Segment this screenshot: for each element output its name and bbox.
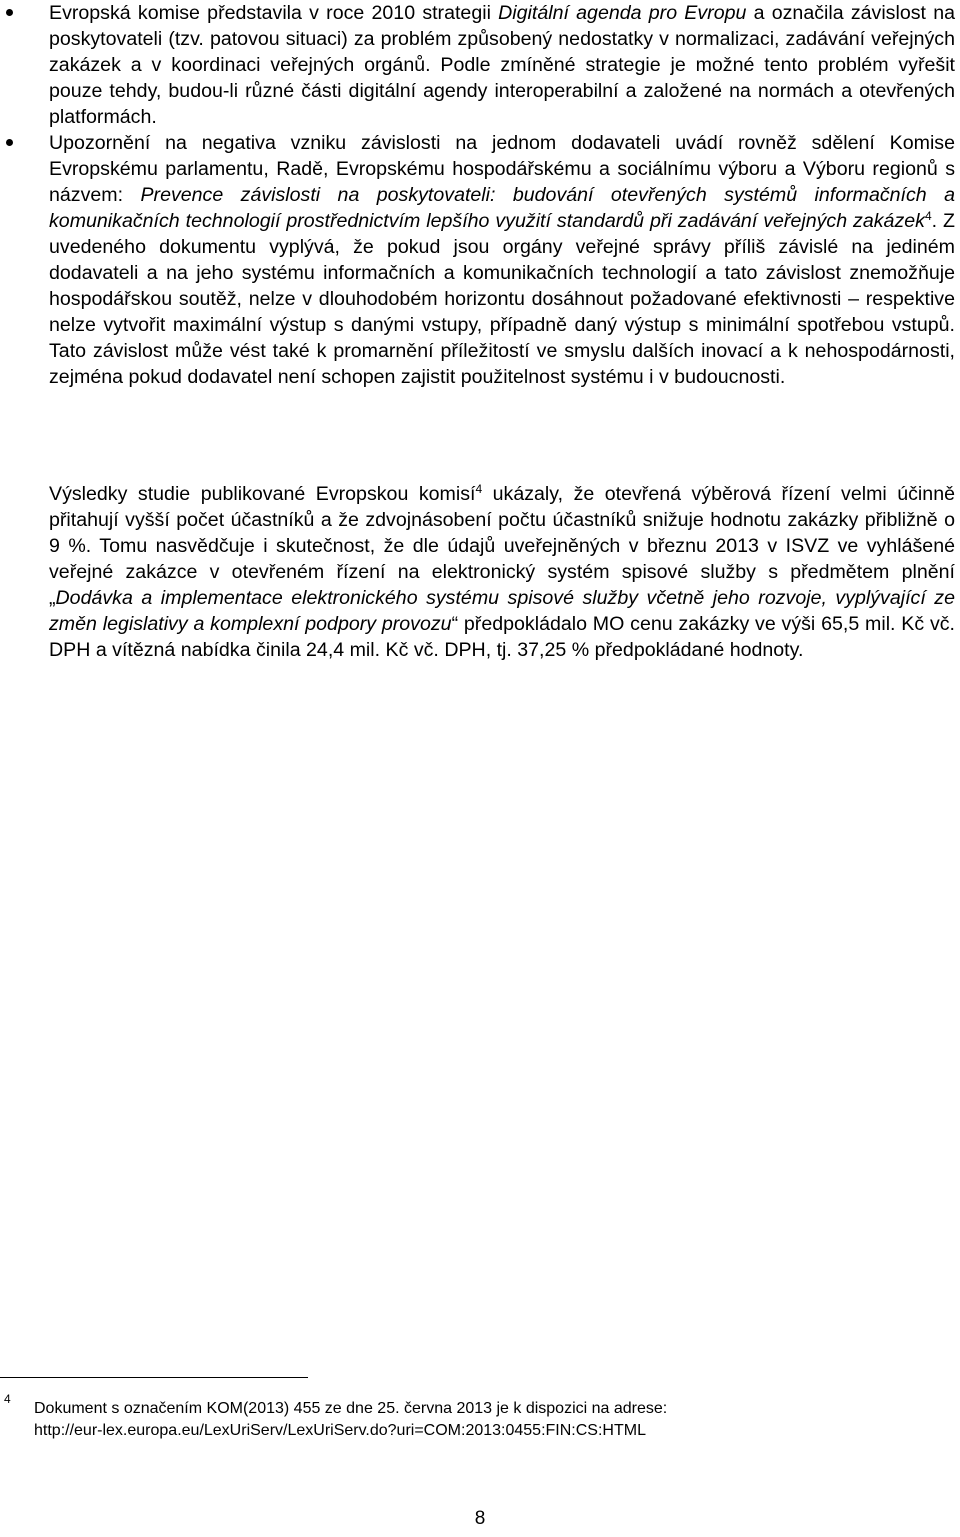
bullet-text: Upozornění na negativa vzniku závislosti na jednom dodavateli uvádí rovněž sdělení Komise Evropskému parlamentu, Radě, Evropskému hospodářskému a sociálnímu výboru a Výboru regionů s názvem: xyxy=(49,132,955,206)
strategy-title: Digitální agenda pro Evropu xyxy=(498,2,747,24)
bullet-item-strategy xyxy=(0,0,960,130)
footnote-text xyxy=(34,1398,934,1442)
contract-subject: Dodávka a implementace elektronického systému spisové služby včetně jeho rozvoje, vyplývající ze změn legislativy a komplexní podpory provozu xyxy=(49,587,955,635)
footnote-ref[interactable]: 4 xyxy=(475,482,483,496)
footnote-separator xyxy=(0,1377,308,1378)
paragraph-text: “ předpokládalo MO cenu zakázky ve výši 65,5 mil. Kč vč. DPH a vítězná nabídka činila 24,4 mil. Kč vč. DPH, tj. 37,25 % předpokládané hodnoty. xyxy=(49,613,955,661)
bullet-icon xyxy=(6,9,13,16)
bullet-icon xyxy=(6,139,13,146)
bullet-item-warning xyxy=(0,130,960,390)
footnote-line: Dokument s označením KOM(2013) 455 ze dne 25. června 2013 je k dispozici na adrese: xyxy=(34,1400,668,1417)
bullet-text: . Z uvedeného dokumentu vyplývá, že pokud jsou orgány veřejné správy příliš závislé na jediném dodavateli a na jeho systému informačních a komunikačních technologií a tato závislost znemožňuje hospodářskou soutěž, nelze v dlouhodobém horizontu dosáhnout požadované efektivnosti – respektive nelze vytvořit maximální výstup s danými vstupy, případně daný výstup s minimální spotřebou vstupů. Tato závislost může vést také k promarnění příležitostí ve smyslu dalších inovací a k nehospodárnosti, zejména pokud dodavatel není schopen zajistit použitelnost systému i v budoucnosti. xyxy=(49,210,955,388)
communication-title: Prevence závislosti na poskytovateli: budování otevřených systémů informačních a komunikačních technologií prostřednictvím lepšího využití standardů při zadávání veřejných zakázek xyxy=(49,184,955,232)
footnote-url-link[interactable]: http://eur-lex.europa.eu/LexUriServ/LexUriServ.do?uri=COM:2013:0455:FIN:CS:HTML xyxy=(34,1422,646,1439)
footnote-ref[interactable]: 4 xyxy=(924,209,932,223)
bullet-list xyxy=(0,0,960,390)
page-number: 8 xyxy=(474,1508,486,1529)
paragraph-text: ukázaly, že otevřená výběrová řízení velmi účinně přitahují vyšší počet účastníků a že zdvojnásobení počtu účastníků snižuje hodnotu zakázky přibližně o 9 %. Tomu nasvědčuje i skutečnost, že dle údajů uveřejněných v březnu 2013 v ISVZ ve vyhlášené veřejné zakázce v otevřeném řízení na elektronický systém spisové služby s předmětem plnění „ xyxy=(49,483,955,609)
body-paragraph xyxy=(49,481,955,663)
paragraph-text: Výsledky studie publikované Evropskou komisí xyxy=(49,483,476,505)
bullet-text: a označila závislost na poskytovateli (tzv. patovou situaci) za problém způsobený nedostatky v normalizaci, zadávání veřejných zakázek a v koordinaci veřejných orgánů. Podle zmíněné strategie je možné tento problém vyřešit pouze tehdy, budou-li různé části digitální agendy interoperabilní a založené na normách a otevřených platformách. xyxy=(49,2,955,128)
bullet-text: Evropská komise představila v roce 2010 strategii xyxy=(49,2,499,24)
footnote-mark: 4 xyxy=(4,1392,11,1406)
